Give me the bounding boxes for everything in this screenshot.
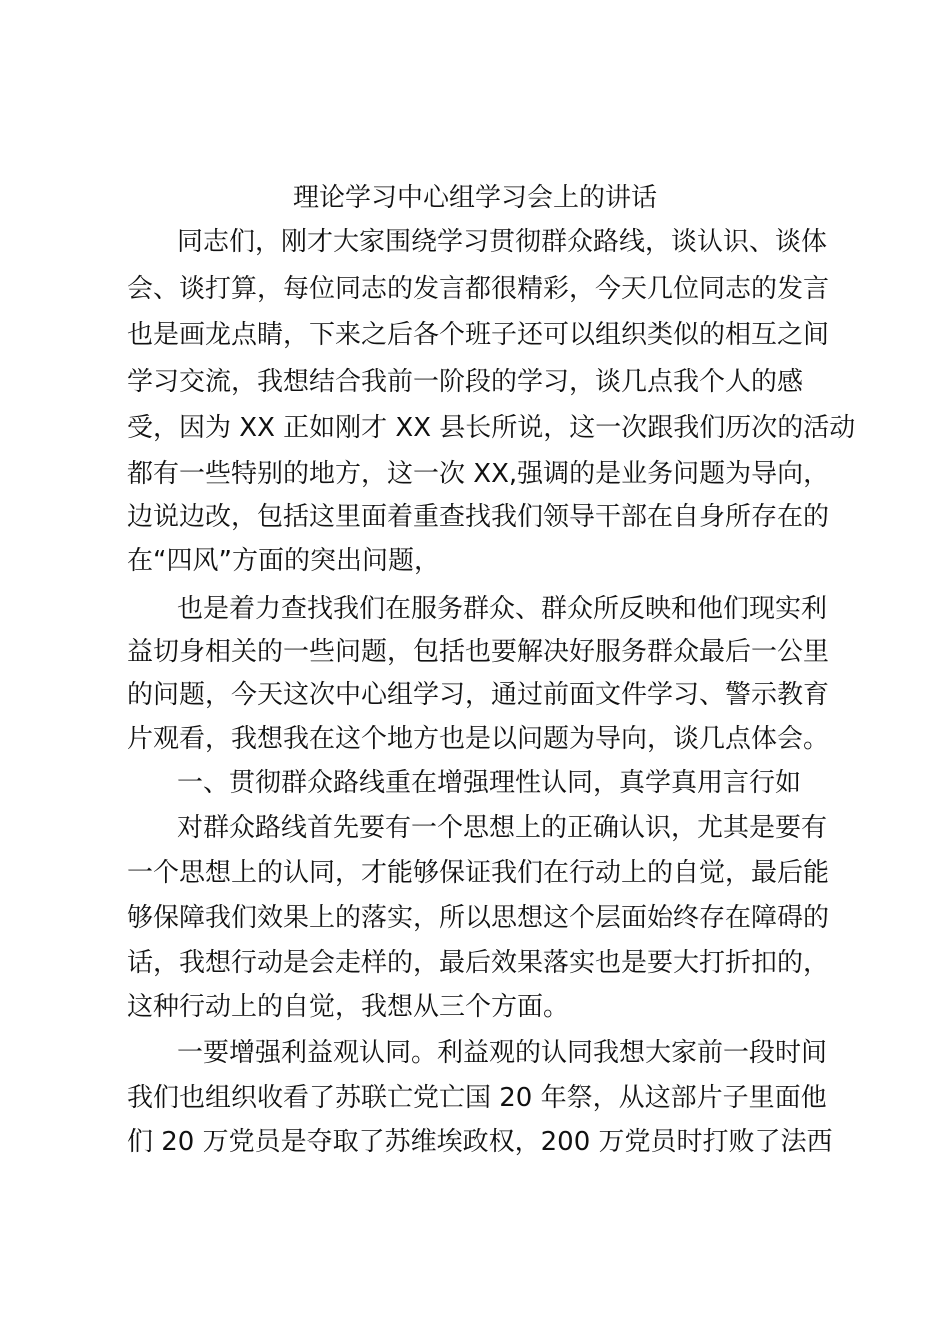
paragraph-line: 话，我想行动是会走样的，最后效果落实也是要大打折扣的， [127, 948, 830, 978]
paragraph-line: 在“四风”方面的突出问题， [127, 546, 440, 576]
paragraph-line: 够保障我们效果上的落实，所以思想这个层面始终存在障碍的 [127, 903, 830, 933]
paragraph-line: 都有一些特别的地方，这一次 XX,强调的是业务问题为导向， [127, 459, 830, 489]
paragraph-line: 片观看，我想我在这个地方也是以问题为导向，谈几点体会。 [127, 724, 830, 754]
paragraph-line: 也是着力查找我们在服务群众、群众所反映和他们现实利 [177, 594, 828, 624]
paragraph-line: 对群众路线首先要有一个思想上的正确认识，尤其是要有 [177, 813, 828, 843]
paragraph-line: 学习交流，我想结合我前一阶段的学习，谈几点我个人的感 [127, 367, 804, 397]
paragraph-line: 受，因为 XX 正如刚才 XX 县长所说，这一次跟我们历次的活动 [127, 413, 856, 443]
paragraph-line: 们 20 万党员是夺取了苏维埃政权，200 万党员时打败了法西 [127, 1127, 833, 1157]
paragraph-line: 会、谈打算，每位同志的发言都很精彩，今天几位同志的发言 [127, 274, 830, 304]
paragraph-line: 边说边改，包括这里面着重查找我们领导干部在自身所存在的 [127, 502, 830, 532]
paragraph-line: 一个思想上的认同，才能够保证我们在行动上的自觉，最后能 [127, 858, 830, 888]
paragraph-line: 益切身相关的一些问题，包括也要解决好服务群众最后一公里 [127, 637, 830, 667]
paragraph-line: 的问题，今天这次中心组学习，通过前面文件学习、警示教育 [127, 680, 830, 710]
paragraph-line: 我们也组织收看了苏联亡党亡国 20 年祭，从这部片子里面他 [127, 1083, 827, 1113]
paragraph-line: 也是画龙点睛，下来之后各个班子还可以组织类似的相互之间 [127, 320, 830, 350]
document-title: 理论学习中心组学习会上的讲话 [292, 183, 657, 213]
paragraph-line: 同志们，刚才大家围绕学习贯彻群众路线，谈认识、谈体 [177, 227, 828, 257]
paragraph-line: 这种行动上的自觉，我想从三个方面。 [127, 992, 570, 1022]
paragraph-line: 一要增强利益观认同。利益观的认同我想大家前一段时间 [177, 1038, 828, 1068]
section-heading: 一、贯彻群众路线重在增强理性认同，真学真用言行如 [177, 768, 802, 798]
